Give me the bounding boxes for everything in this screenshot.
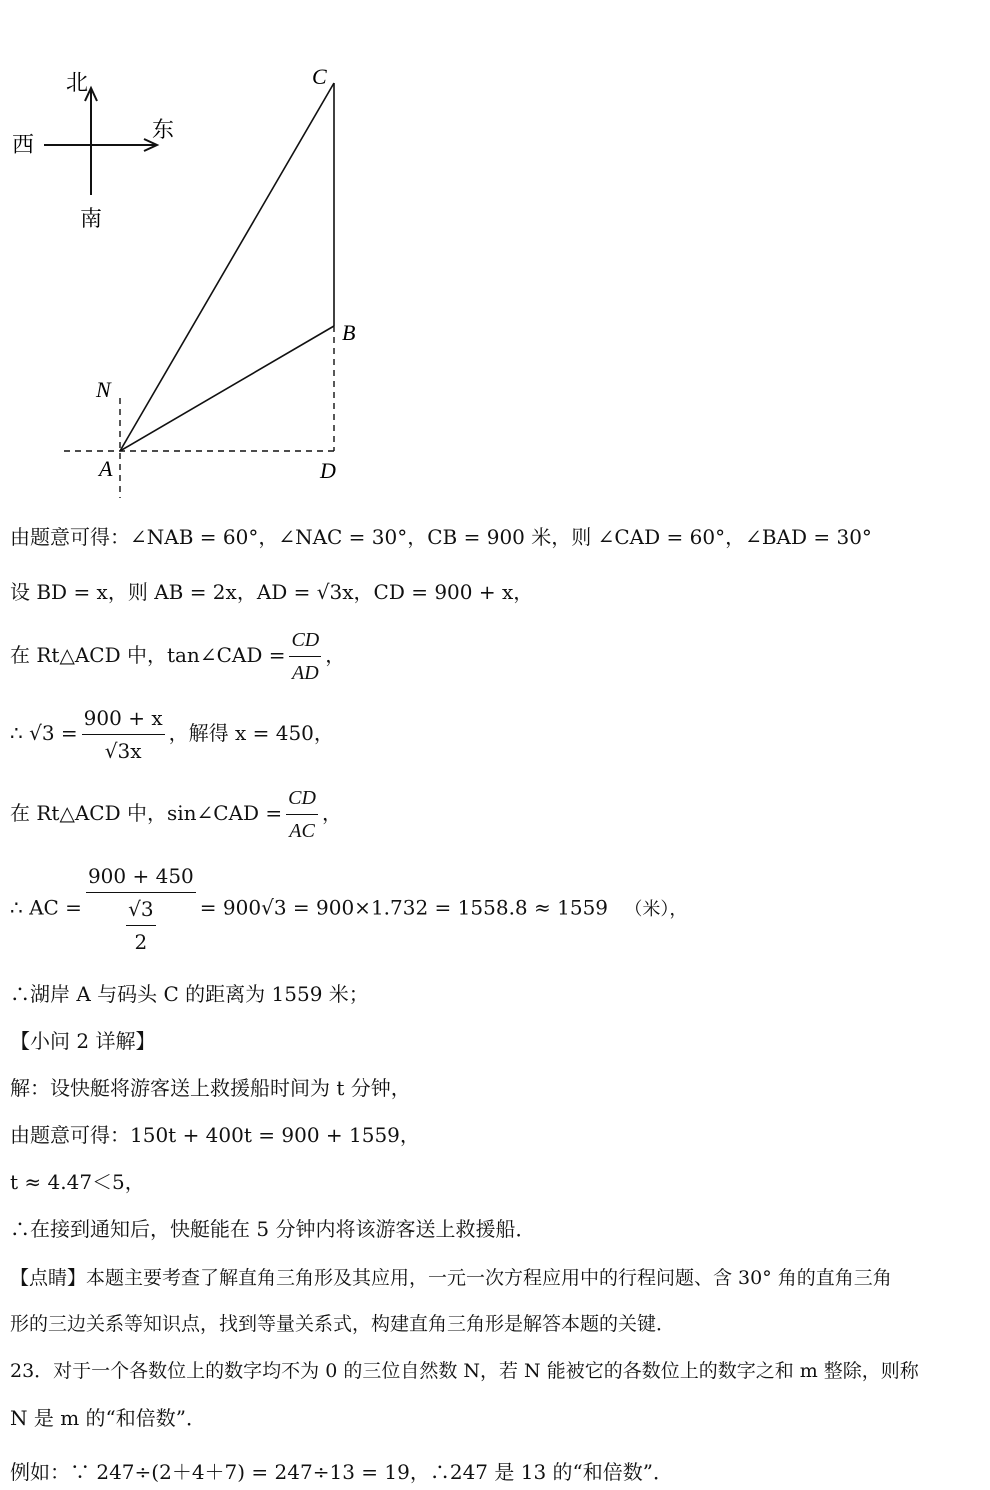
segment-AB	[120, 326, 334, 451]
fraction-cd-ac	[286, 784, 318, 845]
fraction-ac	[86, 862, 196, 956]
line-5-prefix: 在 Rt△ACD 中，sin∠CAD =	[10, 801, 283, 825]
text-line-3	[10, 626, 345, 687]
compass-south-label: 南	[80, 206, 103, 231]
point-D-label: D	[320, 458, 336, 483]
section-heading-part2: 【小问 2 详解】	[10, 1029, 156, 1053]
compass-east-label: 东	[152, 117, 175, 142]
question-23-line-1: 23．对于一个各数位上的数字均不为 0 的三位自然数 N，若 N 能被它的各数位上的数字之和 m 整除，则称	[10, 1360, 919, 1382]
line-5-suffix: ，	[321, 801, 342, 825]
fraction-denominator	[86, 893, 196, 956]
nested-denominator: 2	[134, 930, 148, 954]
line-4-prefix: ∴ √3 =	[10, 721, 78, 745]
fraction-numerator: CD	[289, 626, 321, 657]
point-A-label: A	[99, 456, 113, 481]
line-6-result: = 900√3 = 900×1.732 = 1558.8 ≈ 1559	[199, 895, 609, 920]
text-line-10: 由题意可得：150t + 400t = 900 + 1559，	[10, 1123, 420, 1147]
text-line-1: 由题意可得：∠NAB = 60°，∠NAC = 30°，CB = 900 米，则 ∠CAD = 60°，∠BAD = 30°	[10, 525, 872, 549]
line-4-suffix: ，解得 x = 450，	[168, 721, 334, 745]
line-3-suffix: ，	[325, 643, 346, 667]
text-line-2: 设 BD = x，则 AB = 2x，AD = √3x，CD = 900 + x，	[10, 580, 534, 604]
text-line-9: 解：设快艇将游客送上救援船时间为 t 分钟，	[10, 1076, 411, 1100]
line-6-unit: （米），	[624, 898, 688, 920]
compass	[44, 88, 157, 195]
nested-fraction	[126, 895, 155, 956]
geometry-figure	[0, 0, 990, 510]
line-3-prefix: 在 Rt△ACD 中，tan∠CAD =	[10, 643, 286, 667]
fraction-numerator: CD	[286, 784, 318, 815]
point-B-label: B	[342, 320, 356, 345]
fraction-900x-root3x	[82, 704, 165, 765]
text-line-12: ∴在接到通知后，快艇能在 5 分钟内将该游客送上救援船．	[10, 1217, 536, 1241]
fraction-denominator: AC	[289, 820, 315, 842]
fraction-denominator: AD	[292, 662, 319, 684]
fraction-cd-ad	[289, 626, 321, 687]
text-line-5	[10, 784, 342, 845]
fraction-numerator: 900 + x	[82, 704, 165, 735]
comment-line-2: 形的三边关系等知识点，找到等量关系式，构建直角三角形是解答本题的关键．	[10, 1313, 676, 1335]
compass-north-label: 北	[66, 70, 89, 95]
point-N-label: N	[96, 377, 111, 402]
question-23-line-2: N 是 m 的“和倍数”．	[10, 1406, 206, 1430]
line-6-prefix: ∴ AC =	[10, 895, 82, 920]
point-C-label: C	[312, 64, 327, 89]
compass-west-label: 西	[12, 132, 35, 157]
nested-numerator: √3	[126, 895, 155, 926]
text-line-6	[10, 862, 687, 956]
fraction-denominator: √3x	[104, 739, 142, 763]
text-line-7: ∴湖岸 A 与码头 C 的距离为 1559 米；	[10, 982, 369, 1006]
text-line-11: t ≈ 4.47＜5，	[10, 1170, 145, 1194]
comment-line-1: 【点睛】本题主要考查了解直角三角形及其应用，一元一次方程应用中的行程问题、含 30° 角的直角三角	[10, 1267, 892, 1289]
text-line-4	[10, 704, 334, 765]
question-23-example: 例如：∵ 247÷(2＋4＋7) = 247÷13 = 19，∴247 是 13 的“和倍数”．	[10, 1460, 673, 1484]
fraction-numerator: 900 + 450	[86, 862, 196, 893]
